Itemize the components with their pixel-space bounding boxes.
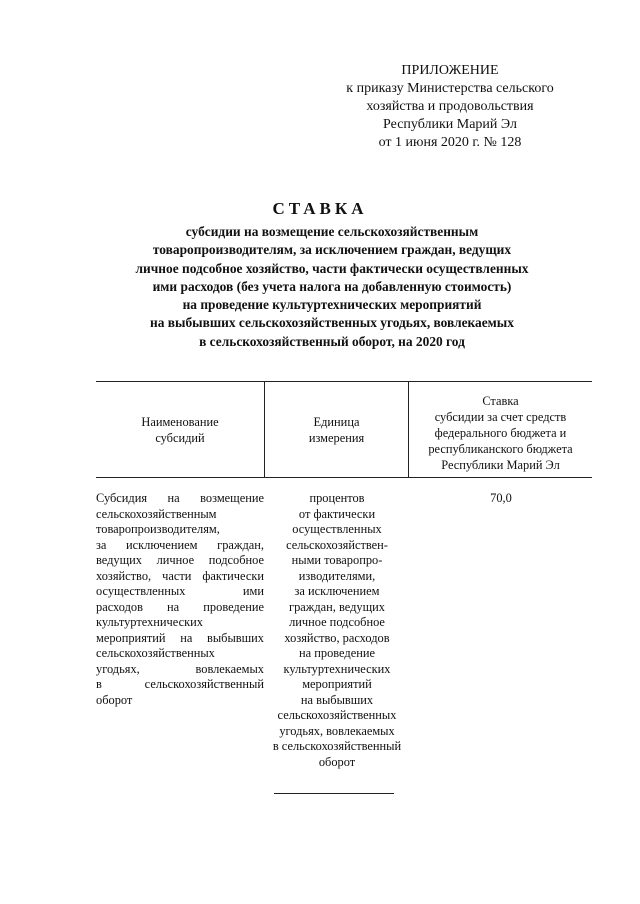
header-name-line: Наименование: [141, 415, 219, 429]
row-unit-line: мероприятий: [302, 677, 372, 691]
subtitle-line: в сельскохозяйственный оборот, на 2020 год: [199, 333, 465, 349]
end-separator: [274, 793, 394, 794]
row-name-line: расходов на проведение: [96, 599, 264, 614]
header-rate-line: республиканского бюджета: [428, 442, 573, 456]
row-unit-line: личное подсобное: [289, 615, 385, 629]
subtitle-line: на выбывших сельскохозяйственных угодьях, вовлекаемых: [150, 315, 514, 331]
row-unit-line: хозяйство, расходов: [284, 630, 390, 645]
header-unit-line: измерения: [308, 431, 365, 445]
subtitle-line: личное подсобное хозяйство, части фактически осуществленных: [135, 260, 529, 276]
row-name-line: товаропроизводителям,: [96, 522, 220, 536]
row-value-cell: 70,0: [490, 491, 512, 505]
header-name: [96, 414, 264, 446]
header-unit-line: Единица: [313, 415, 360, 429]
row-name-line: ведущих личное подсобное: [96, 553, 264, 567]
appendix-line: к приказу Министерства сельского: [346, 81, 554, 96]
row-unit-line: в сельскохозяйственный: [272, 739, 402, 753]
row-name-line: угодьях, вовлекаемых: [96, 661, 264, 676]
table-top-border: [96, 381, 592, 382]
subtitle-line: субсидии на возмещение сельскохозяйственным: [185, 224, 479, 239]
row-name-line: оборот: [96, 692, 133, 707]
row-unit-line: за исключением: [294, 584, 380, 598]
row-unit-line: на проведение: [299, 646, 375, 660]
document-subtitle: [100, 223, 564, 351]
row-unit-line: граждан, ведущих: [289, 599, 385, 614]
row-unit-line: процентов: [309, 491, 365, 505]
row-unit-line: сельскохозяйствен-: [286, 537, 388, 552]
row-unit-line: сельскохозяйственных: [277, 708, 397, 722]
row-unit-line: культуртехнических: [283, 661, 391, 676]
row-name-line: культуртехнических: [96, 615, 203, 629]
appendix-line: Республики Марий Эл: [383, 117, 517, 132]
row-name-line: за исключением граждан,: [96, 537, 264, 552]
row-name-line: в сельскохозяйственный: [96, 677, 264, 691]
subtitle-line: ими расходов (без учета налога на добавленную стоимость): [152, 278, 512, 294]
row-name-line: осуществленных ими: [96, 584, 264, 598]
appendix-line: хозяйства и продовольствия: [366, 99, 534, 114]
row-unit-line: оборот: [318, 754, 356, 769]
appendix-title: ПРИЛОЖЕНИЕ: [401, 63, 499, 78]
row-name-line: хозяйство, части фактически: [96, 568, 264, 583]
header-rate-line: субсидии за счет средств: [434, 410, 567, 424]
row-unit-line: осуществленных: [292, 522, 382, 536]
row-name-line: сельскохозяйственных: [96, 646, 215, 660]
header-unit: [265, 414, 408, 446]
row-unit-line: на выбывших: [300, 692, 374, 707]
row-unit-line: ными товаропро-: [291, 553, 383, 567]
appendix-line: от 1 июня 2020 г. № 128: [378, 135, 522, 150]
header-rate: [409, 393, 592, 473]
header-rate-line: федерального бюджета и: [434, 426, 567, 440]
document-title: СТАВКА: [272, 199, 368, 218]
row-unit-line: угодьях, вовлекаемых: [279, 723, 395, 738]
row-unit-line: от фактически: [298, 506, 376, 521]
table-header-border: [96, 477, 592, 478]
row-name-line: Субсидия на возмещение: [96, 491, 264, 505]
header-name-line: субсидий: [155, 431, 205, 445]
row-name-line: мероприятий на выбывших: [96, 630, 264, 645]
subtitle-line: товаропроизводителям, за исключением граждан, ведущих: [152, 242, 512, 258]
row-name-cell: [96, 491, 264, 708]
row-name-line: сельскохозяйственным: [96, 506, 217, 521]
subtitle-line: на проведение культуртехнических мероприятий: [182, 297, 482, 313]
appendix-block: [330, 62, 570, 152]
header-rate-line: Республики Марий Эл: [441, 458, 560, 472]
header-rate-line: Ставка: [482, 394, 519, 408]
row-unit-cell: [266, 491, 408, 770]
row-unit-line: изводителями,: [298, 568, 376, 583]
